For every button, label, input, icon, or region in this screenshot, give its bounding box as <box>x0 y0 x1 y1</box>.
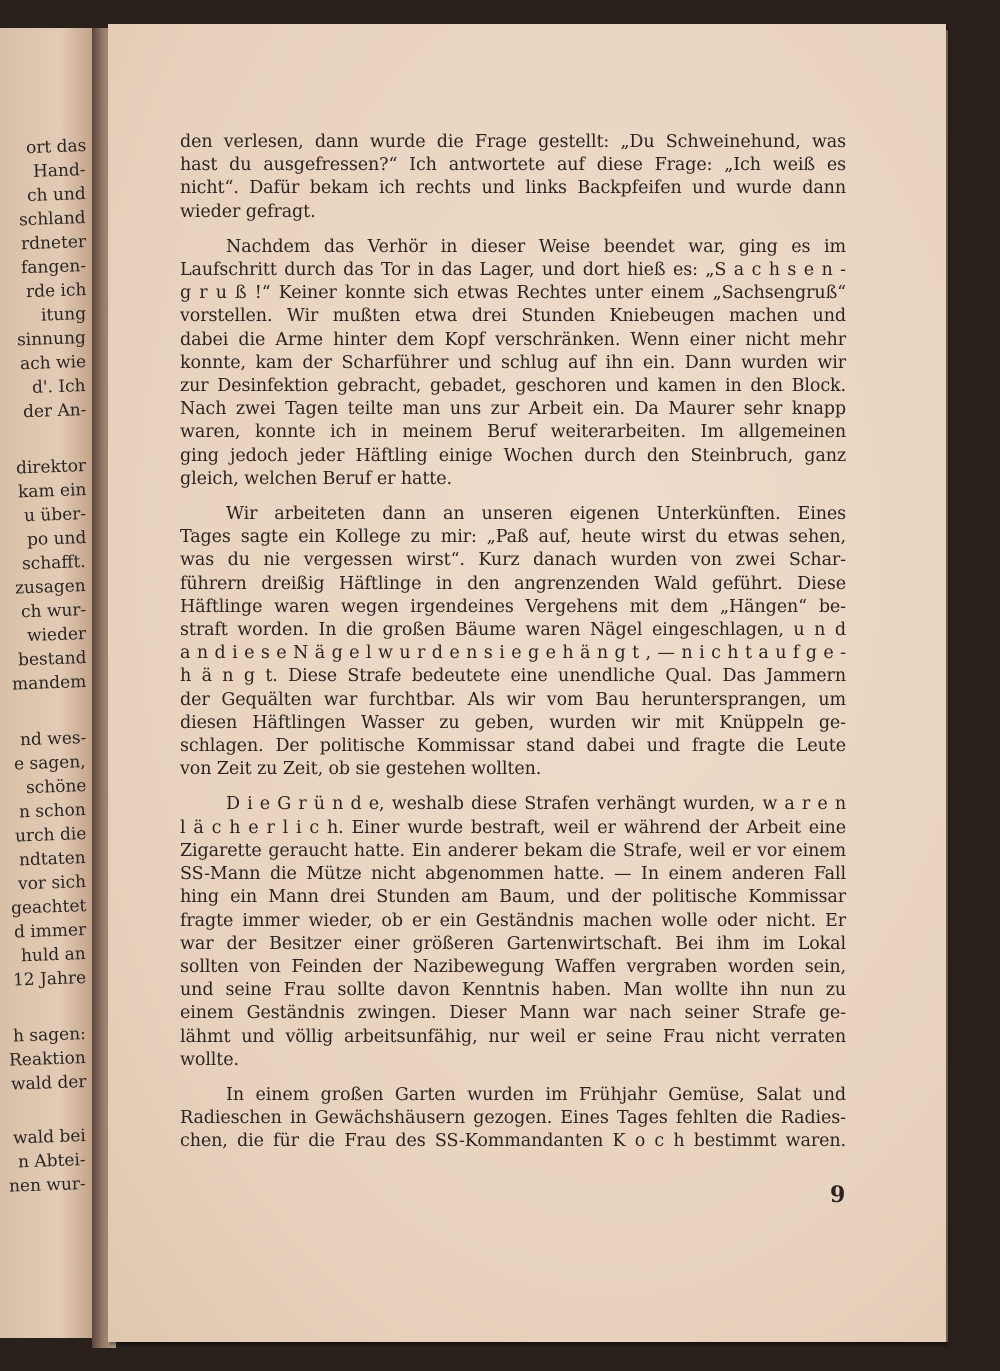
left-page-text-fragment: n schon <box>18 800 87 823</box>
left-page-text-fragment: sinnung <box>16 328 87 351</box>
text-line: diesen Häftlingen Wasser zu geben, wurden wir mit Knüppeln ge- <box>180 712 846 733</box>
left-page-text-fragment: ch und <box>27 184 87 207</box>
left-page-text-fragment: u über- <box>23 504 87 527</box>
left-page-text-fragment: d immer <box>13 920 87 943</box>
text-line: h ä n g t. Diese Strafe bedeutete eine unendliche Qual. Das Jammern <box>180 666 846 687</box>
left-page-text-fragment: vor sich <box>17 872 87 895</box>
text-line: nicht“. Dafür bekam ich rechts und links Backpfeifen und wurde dann <box>180 178 846 199</box>
paragraph <box>180 131 846 224</box>
left-page-text-fragment: nd wes- <box>19 728 87 751</box>
text-line: lähmt und völlig arbeitsunfähig, nur weil er seine Frau nicht verraten <box>180 1026 846 1047</box>
text-line: sollten von Feinden der Nazibewegung Waffen vergraben worden sein, <box>180 956 846 977</box>
text-line: schlagen. Der politische Kommissar stand dabei und fragte die Leute <box>180 736 846 757</box>
text-line: was du nie vergessen wirst“. Kurz danach wurden von zwei Schar- <box>180 550 846 571</box>
left-page-text-fragment: rdneter <box>20 232 87 255</box>
left-page-text-fragment: fangen- <box>20 256 87 279</box>
left-page-text-fragment: nen wur- <box>8 1174 87 1197</box>
left-page-text-fragment: schland <box>19 208 87 231</box>
text-line: von Zeit zu Zeit, ob sie gestehen wollten. <box>180 759 542 780</box>
paragraph <box>180 1084 846 1154</box>
text-line: und seine Frau sollte davon Kenntnis haben. Man wollte ihn nun zu <box>180 980 846 1001</box>
text-line: Laufschritt durch das Tor in das Lager, und dort hieß es: „S a c h s e n - <box>180 260 846 281</box>
left-page-text-fragment: wieder <box>26 624 87 647</box>
text-line: hast du ausgefressen?“ Ich antwortete auf diese Frage: „Ich weiß es <box>180 155 846 176</box>
text-line: konnte, kam der Scharführer und schlug auf ihn ein. Dann wurden wir <box>180 352 846 373</box>
text-line: a n d i e s e N ä g e l w u r d e n s i e g e h ä n g t , — n i c h t a u f g e - <box>180 643 846 664</box>
text-line: In einem großen Garten wurden im Frühjahr Gemüse, Salat und <box>226 1084 846 1105</box>
paragraph <box>180 236 846 491</box>
left-page-text-fragment: po und <box>26 528 87 551</box>
text-line: wollte. <box>180 1049 239 1070</box>
book-page <box>108 24 946 1342</box>
page-number: 9 <box>830 1182 846 1208</box>
text-line: Radieschen in Gewächshäusern gezogen. Eines Tages fehlten die Radies- <box>180 1108 846 1129</box>
text-line: der Gequälten war furchtbar. Als wir vom Bau heruntersprangen, um <box>180 689 846 710</box>
text-line: vorstellen. Wir mußten etwa drei Stunden Kniebeugen machen und <box>180 306 846 327</box>
left-page-text-fragment: Reaktion <box>8 1048 87 1071</box>
text-line: einem Geständnis zwingen. Dieser Mann war nach seiner Strafe ge- <box>180 1003 846 1024</box>
left-page-text-fragment: n Abtei- <box>18 1150 87 1173</box>
left-page-text-fragment: geachtet <box>10 896 87 919</box>
left-page-text-fragment: itung <box>40 304 87 326</box>
text-line: war der Besitzer einer größeren Gartenwirtschaft. Bei ihm im Lokal <box>180 933 846 954</box>
text-line: wieder gefragt. <box>180 201 316 222</box>
text-line: fragte immer wieder, ob er ein Geständnis machen wolle oder nicht. Er <box>180 910 846 931</box>
left-page-text-fragment: bestand <box>17 648 87 671</box>
paragraph <box>180 503 846 781</box>
text-line: SS-Mann die Mütze nicht abgenommen hatte. — In einem anderen Fall <box>180 864 846 885</box>
left-page-text-fragment: mandem <box>11 672 87 695</box>
left-page-text-fragment: zusagen <box>15 576 87 599</box>
left-page-text-fragment: d'. Ich <box>32 376 87 398</box>
left-page-text-fragment: schafft. <box>22 552 87 575</box>
text-line: dabei die Arme hinter dem Kopf verschränken. Wenn einer nicht mehr <box>180 329 846 350</box>
text-line: zur Desinfektion gebracht, gebadet, geschoren und kamen in den Block. <box>180 376 846 397</box>
text-line: ging jedoch jeder Häftling einige Wochen durch den Steinbruch, ganz <box>180 445 846 466</box>
left-page-text-fragment: ach wie <box>19 352 87 375</box>
text-line: hing ein Mann drei Stunden am Baum, und der politische Kommissar <box>180 887 846 908</box>
text-line: chen, die für die Frau des SS-Kommandanten K o c h bestimmt waren. <box>180 1131 846 1152</box>
text-line: Nachdem das Verhör in dieser Weise beendet war, ging es im <box>226 236 846 257</box>
text-line: l ä c h e r l i c h. Einer wurde bestraft, weil er während der Arbeit eine <box>180 817 846 838</box>
text-line: Häftlinge waren wegen irgendeines Vergehens mit dem „Hängen“ be- <box>180 596 846 617</box>
left-page-text-fragment: h sagen: <box>12 1024 87 1047</box>
text-line: Zigarette geraucht hatte. Ein anderer bekam die Strafe, weil er vor einem <box>180 840 846 861</box>
text-line: Nach zwei Tagen teilte man uns zur Arbeit ein. Da Maurer sehr knapp <box>180 399 846 420</box>
left-page-text-fragment: ort das <box>25 136 87 159</box>
paragraph <box>180 793 846 1071</box>
text-line: führern dreißig Häftlinge in den angrenzenden Wald geführt. Diese <box>180 573 846 594</box>
text-line: Tages sagte ein Kollege zu mir: „Paß auf, heute wirst du etwas sehen, <box>180 527 846 548</box>
text-line: den verlesen, dann wurde die Frage gestellt: „Du Schweinehund, was <box>180 132 846 152</box>
left-page-text-fragment: wald bei <box>12 1126 87 1149</box>
text-line: gleich, welchen Beruf er hatte. <box>180 468 452 489</box>
text-line: D i e G r ü n d e, weshalb diese Strafen verhängt wurden, w a r e n <box>226 794 846 815</box>
left-page-text-fragment: ch wur- <box>20 600 87 623</box>
left-page-text-fragment: kam ein <box>17 480 87 503</box>
left-page-text-fragment: 12 Jahre <box>12 968 87 991</box>
left-page-text-fragment: ndtaten <box>19 848 87 871</box>
page-body-text <box>180 131 846 1166</box>
text-line: Wir arbeiteten dann an unseren eigenen Unterkünften. Eines <box>226 504 846 525</box>
left-page-text-fragment: e sagen, <box>14 752 87 775</box>
left-page-text-fragment: wald der <box>10 1072 87 1095</box>
left-page-text-fragment: rde ich <box>25 280 87 303</box>
left-page-text-fragment: Hand- <box>33 160 87 182</box>
text-line: waren, konnte ich in meinem Beruf weiterarbeiten. Im allgemeinen <box>180 422 846 443</box>
left-page-edge <box>0 28 100 1338</box>
left-page-text-fragment: direktor <box>15 456 87 479</box>
text-line: straft worden. In die großen Bäume waren Nägel eingeschlagen, u n d <box>180 620 846 641</box>
left-page-text-fragment: schöne <box>25 776 87 799</box>
left-page-text-fragment: der An- <box>22 400 87 423</box>
text-line: g r u ß !“ Keiner konnte sich etwas Rechtes unter einem „Sachsengruß“ <box>180 283 846 304</box>
left-page-text-fragment: urch die <box>14 824 87 847</box>
left-page-text-fragment: huld an <box>20 944 87 967</box>
